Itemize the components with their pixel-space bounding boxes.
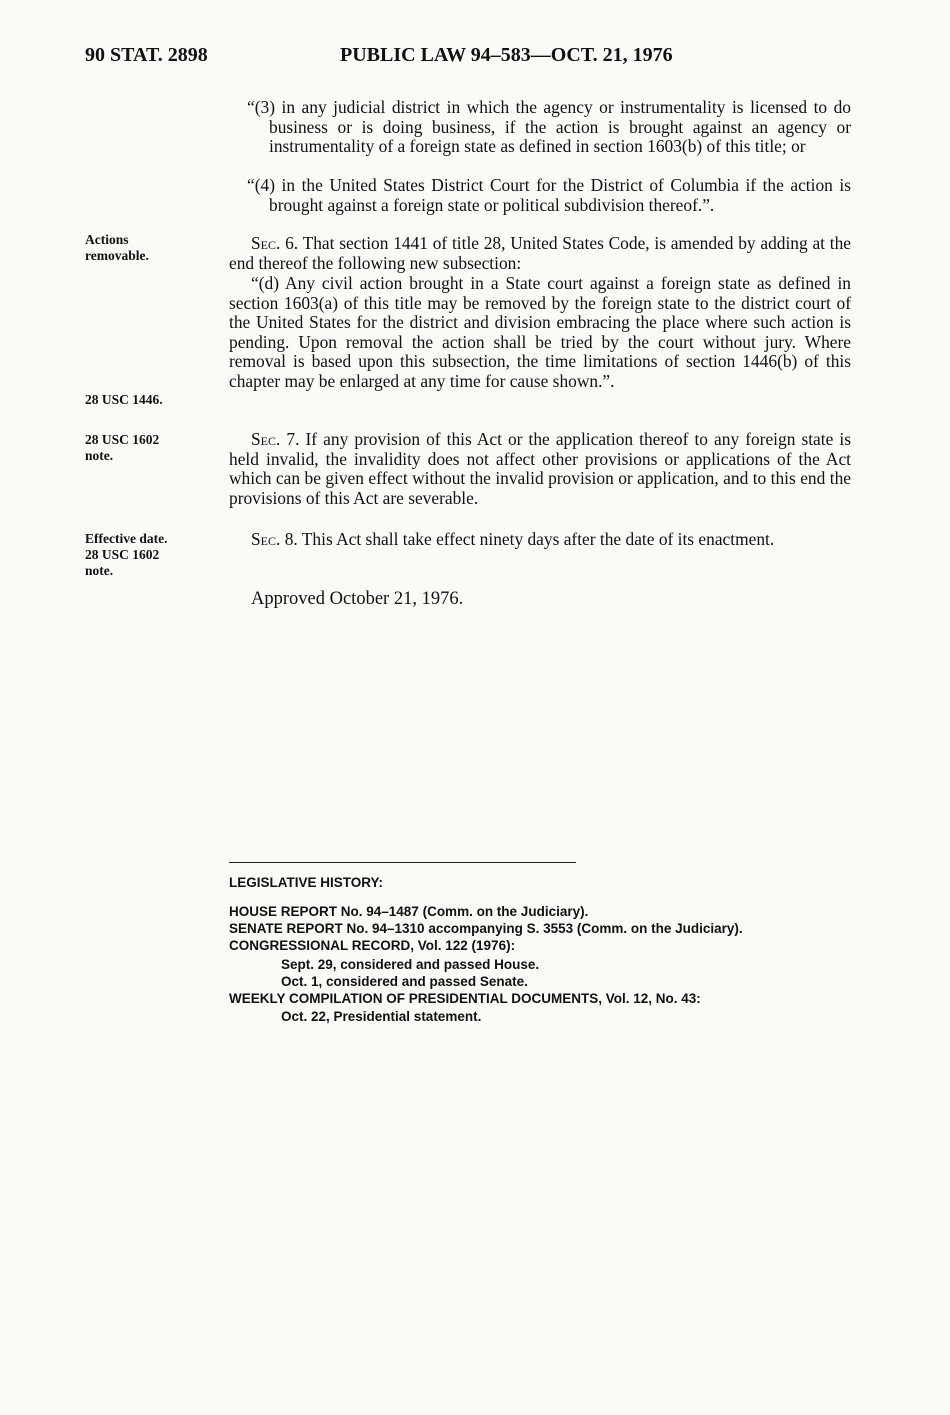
section-7-label: Sec. 7. bbox=[251, 429, 300, 449]
margin-note-28-usc-1446: 28 USC 1446. bbox=[85, 392, 163, 407]
presidential-statement-line: Oct. 22, Presidential statement. bbox=[281, 1009, 482, 1024]
margin-note-actions-removable: Actions removable. bbox=[85, 232, 149, 263]
margin-note-28-usc-1602-note: 28 USC 1602 note. bbox=[85, 432, 160, 463]
approval-date: Approved October 21, 1976. bbox=[251, 589, 464, 609]
section-6-label: Sec. 6. bbox=[251, 233, 299, 253]
statute-page-number: 90 STAT. 2898 bbox=[85, 44, 208, 66]
legislative-history-heading: LEGISLATIVE HISTORY: bbox=[229, 875, 384, 890]
section-8-label: Sec. 8. bbox=[251, 529, 298, 549]
margin-note-effective-date: Effective date. 28 USC 1602 note. bbox=[85, 531, 168, 578]
house-passage-line: Sept. 29, considered and passed House. bbox=[281, 957, 540, 972]
senate-passage-line: Oct. 1, considered and passed Senate. bbox=[281, 974, 528, 989]
senate-report-line: SENATE REPORT No. 94–1310 accompanying S. 3553 (Comm. on the Judiciary). bbox=[229, 921, 743, 936]
running-title: PUBLIC LAW 94–583—OCT. 21, 1976 bbox=[340, 44, 673, 66]
section-6: Sec. 6. That section 1441 of title 28, United States Code, is amended by adding at the end thereof the following new subsection: bbox=[229, 233, 851, 273]
section-7: Sec. 7. If any provision of this Act or the application thereof to any foreign state is held invalid, the invalidity does not affect other provisions or applications of the Act which can be given effect without the invalid provision or application, and to this end the provisions of this Act are severable. bbox=[229, 429, 851, 508]
section-8: Sec. 8. This Act shall take effect ninety days after the date of its enactment. bbox=[251, 529, 775, 549]
subsection-d: “(d) Any civil action brought in a State court against a foreign state as defined in section 1603(a) of this title may be removed by the foreign state to the district court of the United States for the district and division embracing the place where such action is pending. Upon removal the action shall be tried by the court without jury. Where removal is based upon this subsection, the time limitations of section 1446(b) of this chapter may be enlarged at any time for cause shown.”. bbox=[229, 273, 851, 391]
paragraph-4: “(4) in the United States District Court for the District of Columbia if the action is brought against a foreign state or political subdivision thereof.”. bbox=[247, 175, 851, 215]
divider-rule bbox=[229, 862, 576, 863]
congressional-record-line: CONGRESSIONAL RECORD, Vol. 122 (1976): bbox=[229, 938, 516, 953]
house-report-line: HOUSE REPORT No. 94–1487 (Comm. on the Judiciary). bbox=[229, 904, 589, 919]
weekly-compilation-line: WEEKLY COMPILATION OF PRESIDENTIAL DOCUMENTS, Vol. 12, No. 43: bbox=[229, 991, 701, 1006]
paragraph-3: “(3) in any judicial district in which the agency or instrumentality is licensed to do business or is doing business, if the action is brought against an agency or instrumentality of a foreign state as defined in section 1603(b) of this title; or bbox=[247, 97, 851, 156]
